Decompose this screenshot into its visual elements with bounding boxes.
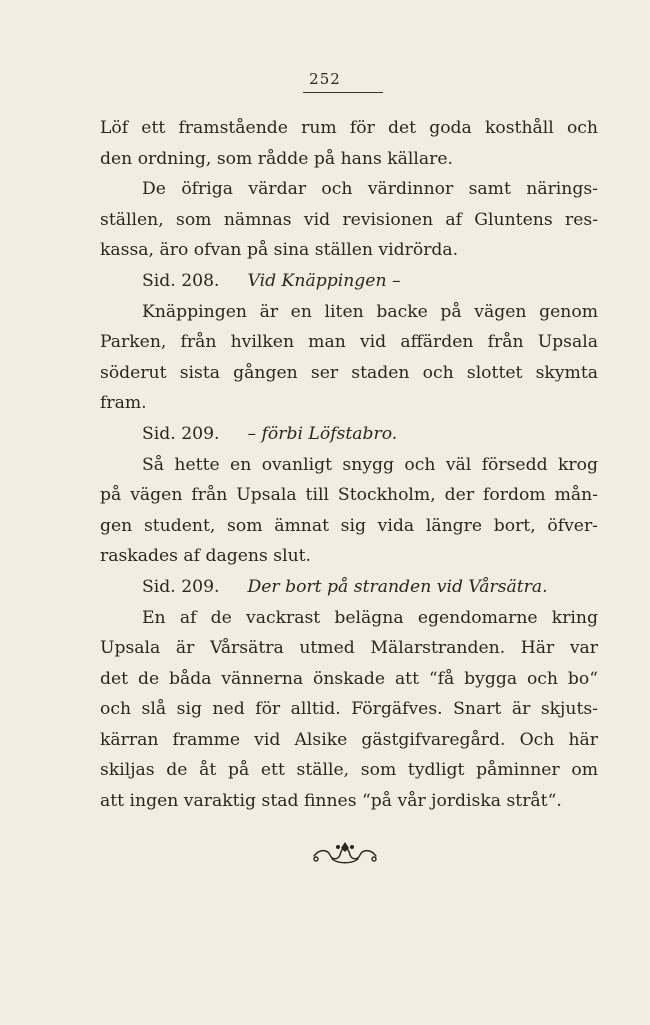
body-text [100,113,598,817]
reference-line [100,266,598,297]
reference-sid: Sid. 209. [142,423,220,444]
page-number-rule [303,92,383,93]
text-line: den ordning, som rådde på hans källare. [100,148,454,169]
text-line: skiljas de åt på ett ställe, som tydligt påminner om [100,760,598,781]
text-line: ställen, som nämnas vid revisionen af Gluntens res- [100,209,598,230]
text-line: kärran framme vid Alsike gästgifvaregård. Och här [100,729,598,750]
text-line: söderut sista gången ser staden och slottet skymta [100,362,598,383]
text-line: kassa, äro ofvan på sina ställen vidrörda. [100,240,459,261]
reference-sid: Sid. 209. [142,576,220,597]
text-line: De öfriga värdar och värdinnor samt närings- [142,179,598,200]
reference-title: – förbi Löfstabro. [247,423,398,444]
reference-title: Der bort på stranden vid Vårsätra. [247,576,548,597]
text-line: raskades af dagens slut. [100,546,312,567]
text-line: gen student, som ämnat sig vida längre bort, öfver- [100,515,598,536]
text-line: Knäppingen är en liten backe på vägen genom [142,301,598,322]
reference-title: Vid Knäppingen – [247,270,401,291]
page-number: 252 [309,70,341,88]
text-line: på vägen från Upsala till Stockholm, der fordom mån- [100,485,598,506]
text-line: att ingen varaktig stad finnes “på vår jordiska stråt“. [100,791,562,812]
text-line: det de båda vännerna önskade att “få bygga och bo“ [100,668,598,689]
text-line: Upsala är Vårsätra utmed Mälarstranden. Här var [100,638,598,659]
ornament-flourish-icon [310,838,380,866]
text-line: och slå sig ned för alltid. Förgäfves. Snart är skjuts- [100,699,598,720]
reference-sid: Sid. 208. [142,270,220,291]
reference-line [100,419,598,450]
text-line: Så hette en ovanligt snygg och väl försedd krog [142,454,598,475]
reference-line [100,572,598,603]
text-line: En af de vackrast belägna egendomarne kring [142,607,598,628]
text-line: fram. [100,393,147,414]
text-line: Löf ett framstående rum för det goda kosthåll och [100,118,598,138]
text-line: Parken, från hvilken man vid affärden från Upsala [100,332,598,353]
